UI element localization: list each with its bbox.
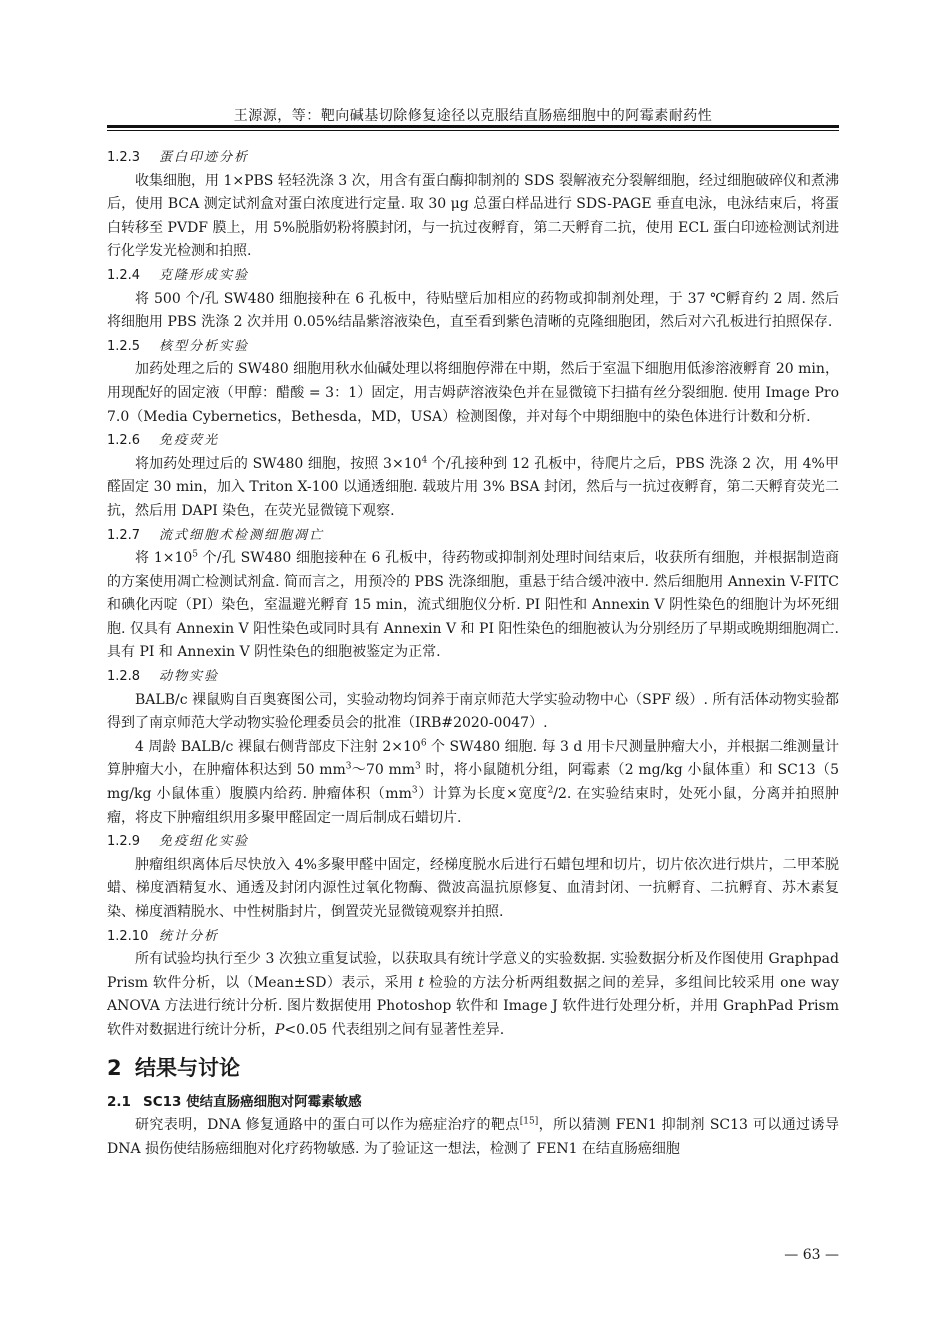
subsection-heading-1-2-7: 1.2.7 流式细胞术检测细胞凋亡 xyxy=(107,527,325,543)
subsection-heading-1-2-4: 1.2.4 克隆形成实验 xyxy=(107,267,250,283)
subsection-heading-1-2-3: 1.2.3 蛋白印迹分析 xyxy=(107,150,250,165)
paragraph-animal-source: BALB/c 裸鼠购自百奥赛图公司，实验动物均饲养于南京师范大学实验动物中心（SPF 级）. 所有活体动物实验都得到了南京师范大学动物实验伦理委员会的批准（IRB#2020-0047）. xyxy=(107,691,839,732)
body-text xyxy=(107,146,839,1161)
paragraph-karyotype: 加药处理之后的 SW480 细胞用秋水仙碱处理以将细胞停滞在中期，然后于室温下细胞用低渗溶液孵育 20 min，用现配好的固定液（甲醇：醋酸 = 3：1）固定，用吉姆萨溶液染色并在显微镜下扫描有丝分裂细胞. 使用 Image Pro 7.0（Media Cybernetics，Bethesda，MD，USA）检测图像，并对每个中期细胞中的染色体进行计数和分析. xyxy=(107,361,839,425)
paragraph-results-2-1: 研究表明，DNA 修复通路中的蛋白可以作为癌症治疗的靶点[15]，所以猜测 FEN1 抑制剂 SC13 可以通过诱导 DNA 损伤使结肠癌细胞对化疗药物敏感. 为了验证这一想法，检测了 FEN1 在结直肠癌细胞 xyxy=(107,1116,839,1157)
subsection-heading-2-1: 2.1 SC13 使结直肠癌细胞对阿霉素敏感 xyxy=(107,1093,362,1110)
paragraph-statistics: 所有试验均执行至少 3 次独立重复试验，以获取具有统计学意义的实验数据. 实验数据分析及作图使用 Graphpad Prism 软件分析，以（Mean±SD）表示，采用 t 检验的方法分析两组数据之间的差异，多组间比较采用 one way ANOVA 方法进行统计分析. 图片数据使用 Photoshop 软件和 Image J 软件进行处理分析，并用 GraphPad Prism 软件对数据进行统计分析，P<0.05 代表组别之间有显著性差异. xyxy=(107,951,839,1038)
subsection-heading-1-2-9: 1.2.9 免疫组化实验 xyxy=(107,834,250,850)
page-number: — 63 — xyxy=(784,1247,839,1263)
subsection-heading-1-2-6: 1.2.6 免疫荧光 xyxy=(107,433,220,449)
paragraph-immunohistochemistry: 肿瘤组织离体后尽快放入 4%多聚甲醛中固定，经梯度脱水后进行石蜡包埋和切片，切片依次进行烘片，二甲苯脱蜡、梯度酒精复水、通透及封闭内源性过氧化物酶、微波高温抗原修复、血清封闭、一抗孵育、二抗孵育、苏木素复染、梯度酒精脱水、中性树脂封片，倒置荧光显微镜观察并拍照. xyxy=(107,856,839,920)
section-heading-2: 2 结果与讨论 xyxy=(107,1055,240,1080)
header-rule-thick xyxy=(107,125,839,128)
subsection-heading-1-2-8: 1.2.8 动物实验 xyxy=(107,669,220,685)
paragraph-immunofluorescence: 将加药处理过后的 SW480 细胞，按照 $3\times 10^4$ 个/孔接种到 12 孔板中，待爬片之后，PBS 洗涤 2 次，用 4%甲醛固定 30 min，加入 Triton X-100 以通透细胞. 载玻片用 3% BSA 封闭，然后与一抗过夜孵育，第二天孵育荧光二抗，然后用 DAPI 染色，在荧光显微镜下观察. xyxy=(107,455,839,519)
running-header: 王源源，等：靶向碱基切除修复途径以克服结直肠癌细胞中的阿霉素耐药性 xyxy=(233,108,713,124)
header-rule-thin xyxy=(107,130,839,131)
paragraph-animal-protocol: 4 周龄 BALB/c 裸鼠右侧背部皮下注射 $2\times 10^6$ 个 SW480 细胞. 每 3 d 用卡尺测量肿瘤大小，并根据二维测量计算肿瘤大小，在肿瘤体积达到 50 $mm^3\sim 70$ $mm^3$ 时，将小鼠随机分组，阿霉素（2 mg/kg 小鼠体重）和 SC13（5 mg/kg 小鼠体重）腹膜内给药. 肿瘤体积$(mm^3)$计算为长度×宽度$^2$/2. 在实验结束时，处死小鼠，分离并拍照肿瘤，将皮下肿瘤组织用多聚甲醛固定一周后制成石蜡切片. xyxy=(107,738,840,826)
paragraph-flow-cytometry: 将 $1\times 10^5$ 个/孔 SW480 细胞接种在 6 孔板中，待药物或抑制剂处理时间结束后，收获所有细胞，并根据制造商的方案使用凋亡检测试剂盒. 简而言之，用预冷的 PBS 洗涤细胞，重悬于结合缓冲液中. 然后细胞用 Annexin V-FITC 和碘化丙啶（PI）染色，室温避光孵育 15 min，流式细胞仪分析. PI 阳性和 Annexin V 阴性染色的细胞计为坏死细胞. 仅具有 Annexin V 阳性染色或同时具有 Annexin V 和 PI 阳性染色的细胞被认为分别经历了早期或晚期细胞凋亡. 具有 PI 和 Annexin V 阴性染色的细胞被鉴定为正常. xyxy=(107,549,840,661)
paragraph-colony-formation: 将 500 个/孔 SW480 细胞接种在 6 孔板中，待贴壁后加相应的药物或抑制剂处理，于 37 ℃孵育约 2 周. 然后将细胞用 PBS 洗涤 2 次并用 0.05%结晶紫溶液染色，直至看到紫色清晰的克隆细胞团，然后对六孔板进行拍照保存. xyxy=(107,290,839,331)
subsection-heading-1-2-10: 1.2.10 统计分析 xyxy=(107,928,220,944)
paragraph-western-blot: 收集细胞，用 1×PBS 轻轻洗涤 3 次，用含有蛋白酶抑制剂的 SDS 裂解液充分裂解细胞，经过细胞破碎仪和煮沸后，使用 BCA 测定试剂盒对蛋白浓度进行定量. 取 30 μg 总蛋白样品进行 SDS-PAGE 垂直电泳，电泳结束后，将蛋白转移至 PVDF 膜上，用 5%脱脂奶粉将膜封闭，与一抗过夜孵育，第二天孵育二抗，使用 ECL 蛋白印迹检测试剂进行化学发光检测和拍照. xyxy=(107,172,839,260)
subsection-heading-1-2-5: 1.2.5 核型分析实验 xyxy=(107,338,250,354)
